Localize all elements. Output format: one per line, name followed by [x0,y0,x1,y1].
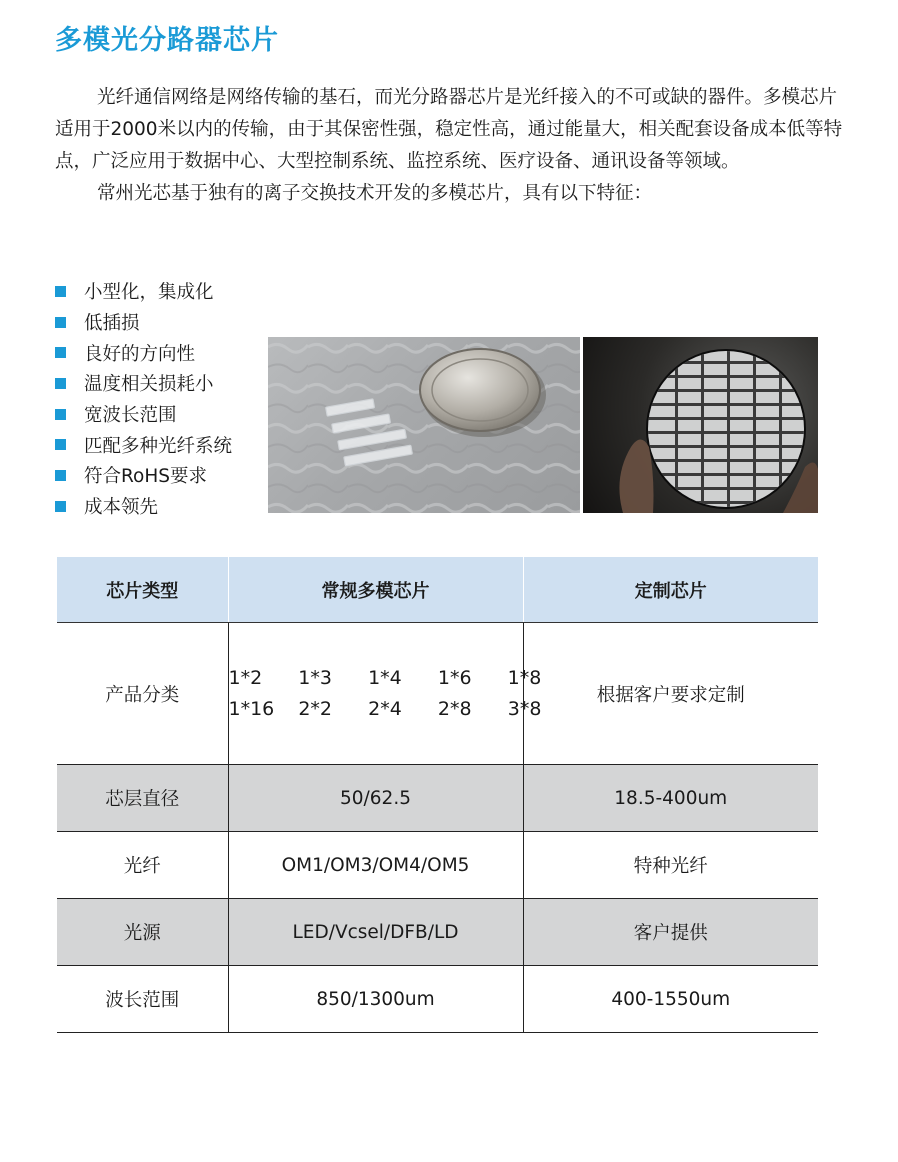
page-title: 多模光分路器芯片 [55,25,279,56]
square-bullet-icon [55,470,66,481]
table-row [57,899,818,966]
row-label: 波长范围 [57,966,228,1033]
feature-item: 符合RoHS要求 [55,460,232,491]
custom-cell: 根据客户要求定制 [523,623,818,765]
square-bullet-icon [55,317,66,328]
row-label: 芯层直径 [57,765,228,832]
table-header-row [57,557,818,623]
standard-cell: OM1/OM3/OM4/OM5 [228,832,523,899]
chip-coin-photo [268,337,580,513]
custom-cell: 18.5-400um [523,765,818,832]
custom-cell: 400-1550um [523,966,818,1033]
square-bullet-icon [55,409,66,420]
feature-item: 小型化，集成化 [55,276,232,307]
spec-table [57,557,818,1033]
feature-item: 低插损 [55,307,232,338]
header-custom-chip: 定制芯片 [523,557,818,623]
square-bullet-icon [55,378,66,389]
square-bullet-icon [55,439,66,450]
header-standard-chip: 常规多模芯片 [228,557,523,623]
table-row [57,765,818,832]
intro-text [55,82,845,210]
wafer-photo [583,337,818,513]
row-label: 光源 [57,899,228,966]
feature-item: 良好的方向性 [55,337,232,368]
custom-cell: 客户提供 [523,899,818,966]
standard-cell [228,623,542,765]
table-row [57,623,818,765]
table-row [57,832,818,899]
row-label: 产品分类 [57,623,228,765]
category-line: 1*2 1*3 1*4 1*6 1*8 [228,666,542,689]
standard-cell: 850/1300um [228,966,523,1033]
custom-cell: 特种光纤 [523,832,818,899]
feature-item: 宽波长范围 [55,399,232,430]
feature-item: 成本领先 [55,491,232,522]
intro-paragraph-1: 光纤通信网络是网络传输的基石，而光分路器芯片是光纤接入的不可或缺的器件。多模芯片适用于2000米以内的传输，由于其保密性强，稳定性高，通过能量大，相关配套设备成本低等特点，广泛应用于数据中心、大型控制系统、监控系统、医疗设备、通讯设备等领域。 [55,87,843,172]
header-chip-type: 芯片类型 [57,557,228,623]
standard-cell: 50/62.5 [228,765,523,832]
table-row [57,966,818,1033]
standard-cell: LED/Vcsel/DFB/LD [228,899,523,966]
feature-list [55,276,232,522]
square-bullet-icon [55,501,66,512]
feature-item: 匹配多种光纤系统 [55,429,232,460]
chip-coin-illustration [268,337,580,513]
intro-paragraph-2: 常州光芯基于独有的离子交换技术开发的多模芯片，具有以下特征： [97,183,653,204]
row-label: 光纤 [57,832,228,899]
square-bullet-icon [55,347,66,358]
wafer-illustration [583,337,818,513]
square-bullet-icon [55,286,66,297]
category-line: 1*16 2*2 2*4 2*8 3*8 [228,697,542,720]
feature-item: 温度相关损耗小 [55,368,232,399]
